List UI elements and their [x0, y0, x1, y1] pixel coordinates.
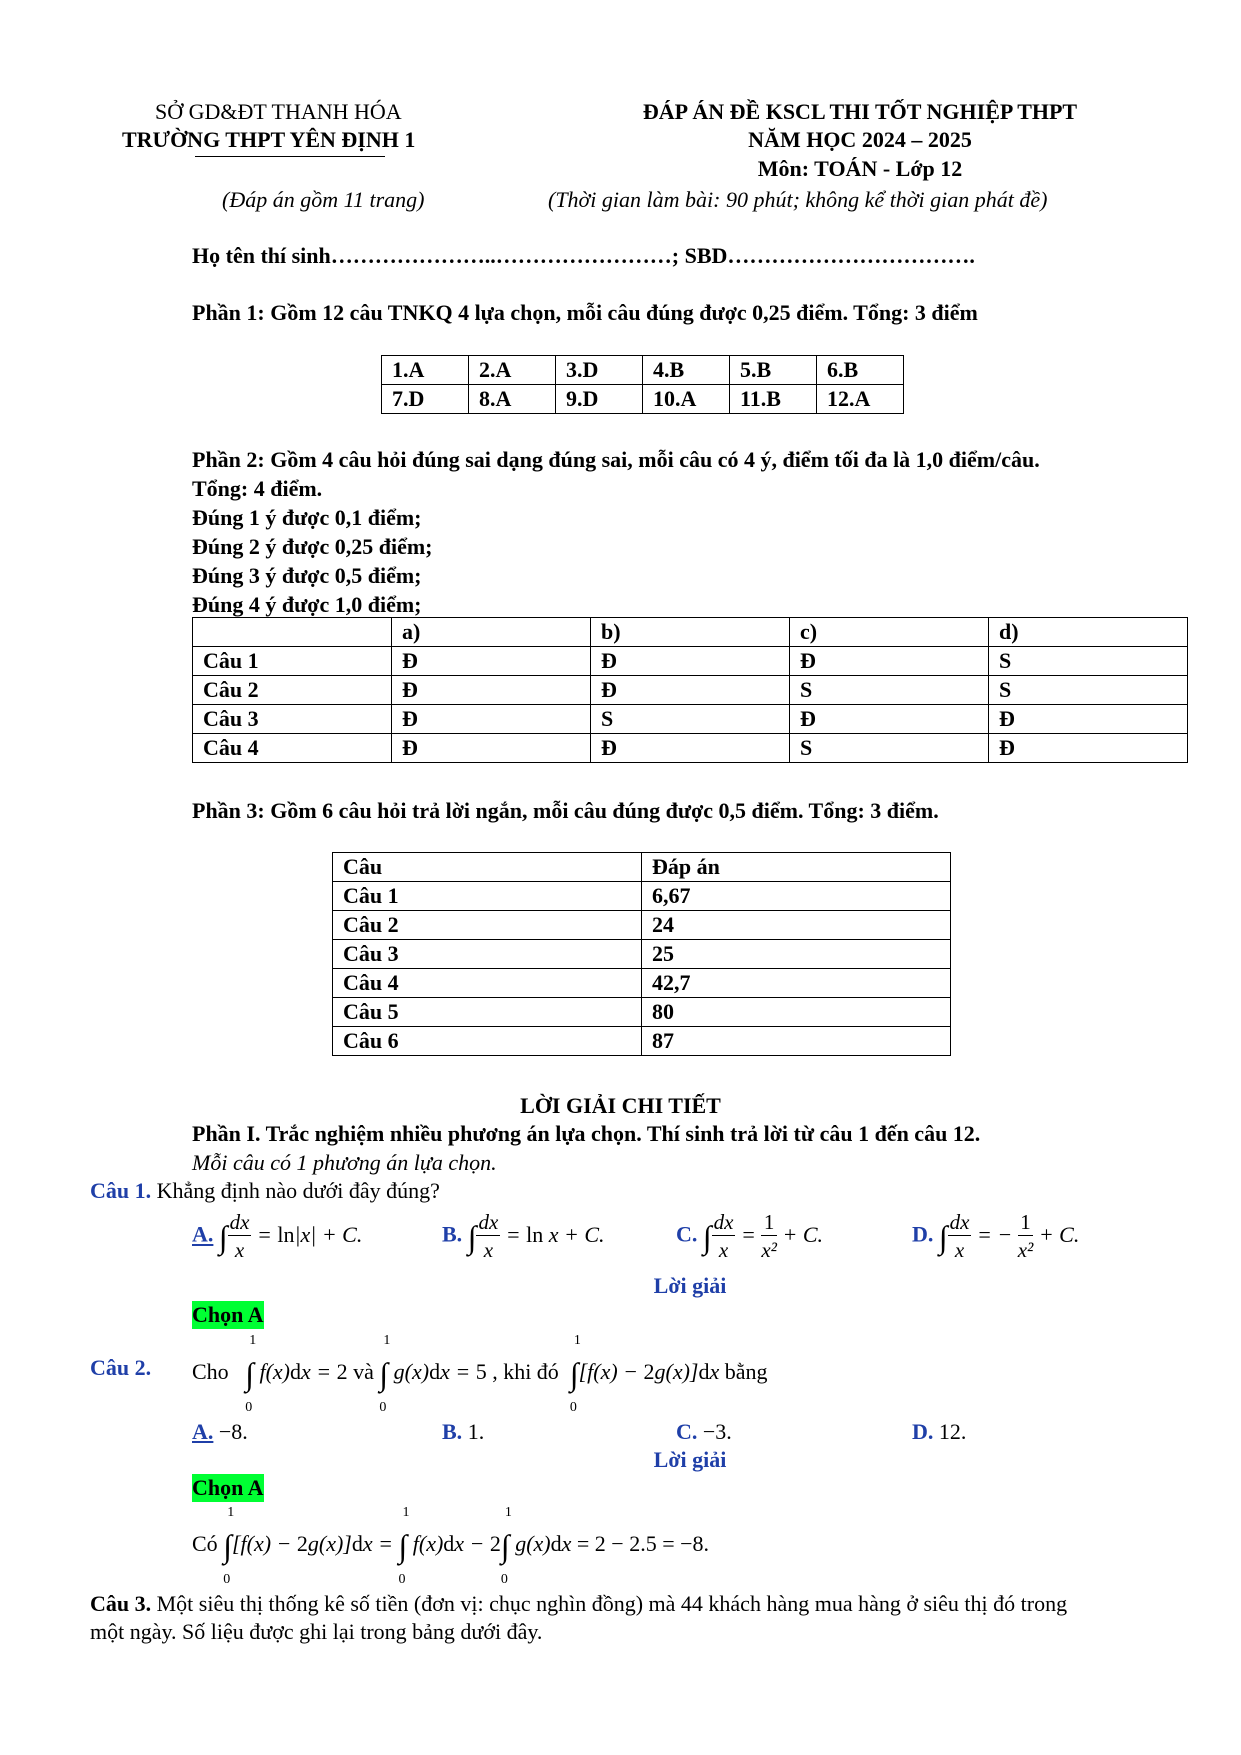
q2-bang: bằng: [724, 1359, 768, 1385]
part1-row: [382, 356, 904, 385]
q2-option-c[interactable]: [676, 1418, 732, 1446]
part3-cell: Câu 2: [333, 911, 642, 940]
q2-option-d-value: 12.: [938, 1419, 967, 1444]
part3-cell: Câu 6: [333, 1027, 642, 1056]
subject-line: Môn: TOÁN - Lớp 12: [757, 156, 963, 181]
part1-cell: 5.B: [730, 356, 817, 385]
part3-cell: Đáp án: [642, 853, 951, 882]
part2-rule-1: Đúng 1 ý được 0,1 điểm;: [192, 505, 422, 530]
q1-option-c-label: C.: [676, 1221, 698, 1247]
q2-va: và: [353, 1359, 374, 1385]
part1-cell: 4.B: [643, 356, 730, 385]
part2-cell: S: [989, 676, 1188, 705]
part3-row: [333, 969, 951, 998]
part3-row: [333, 911, 951, 940]
q1-option-d-label: D.: [912, 1221, 934, 1247]
solutions-part-heading: Phần I. Trắc nghiệm nhiều phương án lựa chọn. Thí sinh trả lời từ câu 1 đến câu 12.: [192, 1121, 981, 1146]
part2-cell: S: [790, 734, 989, 763]
question-1-text: Khẳng định nào dưới đây đúng?: [156, 1178, 440, 1203]
part3-cell: 24: [642, 911, 951, 940]
part1-answer-table: [381, 355, 904, 414]
q2-option-b-value: 1.: [467, 1419, 485, 1444]
part1-cell: 6.B: [817, 356, 904, 385]
part2-cell: Đ: [790, 647, 989, 676]
part1-cell: 2.A: [469, 356, 556, 385]
q2-option-a-label: A.: [192, 1419, 214, 1444]
department-name: SỞ GD&ĐT THANH HÓA: [155, 99, 402, 124]
part2-row: [193, 618, 1188, 647]
question-2-label: Câu 2.: [90, 1355, 152, 1380]
part2-rule-4: Đúng 4 ý được 1,0 điểm;: [192, 592, 422, 617]
question-1: [90, 1177, 440, 1205]
q1-option-c[interactable]: C. ∫ $\frac{dx}{x}$ = $\frac{1}{\text{x²}}$ + C.: [676, 1210, 823, 1262]
question-3-text: Một siêu thị thống kê số tiền (đơn vị: chục nghìn đồng) mà 44 khách hàng mua hàng ở siêu thị đó trong: [156, 1591, 1068, 1616]
part2-answer-table: [192, 617, 1188, 763]
question-3-text-2: một ngày. Số liệu được ghi lại trong bảng dưới đây.: [90, 1619, 543, 1644]
part1-cell: 12.A: [817, 385, 904, 414]
q1-option-d[interactable]: D. ∫ $\frac{dx}{x}$ = − $\frac{1}{\text{x²}}$ + C.: [912, 1210, 1080, 1262]
part1-cell: 1.A: [382, 356, 469, 385]
part2-cell: d): [989, 618, 1188, 647]
part2-cell: a): [392, 618, 591, 647]
part3-cell: Câu 4: [333, 969, 642, 998]
q1-option-b-label: B.: [442, 1221, 463, 1247]
part2-cell: Đ: [989, 734, 1188, 763]
part2-cell: c): [790, 618, 989, 647]
part1-cell: 8.A: [469, 385, 556, 414]
part1-heading: Phần 1: Gồm 12 câu TNKQ 4 lựa chọn, mỗi câu đúng được 0,25 điểm. Tổng: 3 điểm: [192, 300, 978, 325]
part2-cell: Câu 4: [193, 734, 392, 763]
q1-option-a-label: A.: [192, 1221, 214, 1247]
part3-cell: 6,67: [642, 882, 951, 911]
part2-row: [193, 647, 1188, 676]
q1-option-a[interactable]: A. ∫ $\frac{dx}{x}$ = ln|x| + C.: [192, 1210, 363, 1262]
question-3-label: Câu 3.: [90, 1591, 152, 1616]
part2-cell: Đ: [790, 705, 989, 734]
q2-working: Có ∫ 1 0 [f(x) − 2g(x)]dx = ∫ 1 0 f(x)dx − 2∫ 1 0 g(x)dx = 2 − 2.5 = −8.: [192, 1505, 710, 1587]
part3-cell: 80: [642, 998, 951, 1027]
part2-cell: S: [989, 647, 1188, 676]
q1-solution-label: Lời giải: [653, 1273, 727, 1298]
q2-option-d[interactable]: [912, 1418, 966, 1446]
part2-rule-2: Đúng 2 ý được 0,25 điểm;: [192, 534, 433, 559]
part2-cell: Đ: [591, 676, 790, 705]
part2-cell: Câu 3: [193, 705, 392, 734]
part3-answer-table: [332, 852, 951, 1056]
part1-cell: 10.A: [643, 385, 730, 414]
q2-option-b-label: B.: [442, 1419, 463, 1444]
part2-rule-3: Đúng 3 ý được 0,5 điểm;: [192, 563, 422, 588]
part2-row: [193, 705, 1188, 734]
question-3: [90, 1590, 1067, 1618]
q2-khi-do: , khi đó: [492, 1359, 559, 1385]
q2-option-a[interactable]: [192, 1418, 248, 1446]
part3-row: [333, 882, 951, 911]
question-1-label: Câu 1.: [90, 1178, 152, 1203]
time-note: (Thời gian làm bài: 90 phút; không kể thời gian phát đề): [548, 187, 1048, 212]
part1-row: [382, 385, 904, 414]
part3-cell: Câu 3: [333, 940, 642, 969]
part3-cell: Câu 1: [333, 882, 642, 911]
school-underline: [195, 156, 385, 157]
part2-row: [193, 676, 1188, 705]
pages-note: (Đáp án gồm 11 trang): [222, 187, 425, 212]
part3-cell: 87: [642, 1027, 951, 1056]
part2-cell: b): [591, 618, 790, 647]
part2-cell: Đ: [392, 676, 591, 705]
school-year: NĂM HỌC 2024 – 2025: [748, 127, 972, 152]
question-2-text: Cho ∫ 1 0 f(x)dx = 2 và ∫ 1 0 g(x)dx = 5 , khi đó ∫ 1 0 [f(x) − 2g(x)]dx bằng: [192, 1333, 768, 1415]
part3-row: [333, 998, 951, 1027]
part3-row: [333, 1027, 951, 1056]
q2-option-c-value: −3.: [702, 1419, 732, 1444]
solutions-part-note: Mỗi câu có 1 phương án lựa chọn.: [192, 1150, 497, 1175]
part2-cell: Câu 1: [193, 647, 392, 676]
part1-cell: 7.D: [382, 385, 469, 414]
part2-cell: S: [591, 705, 790, 734]
part2-cell: Đ: [392, 734, 591, 763]
part3-cell: Câu: [333, 853, 642, 882]
solutions-title: LỜI GIẢI CHI TIẾT: [520, 1093, 721, 1118]
q2-chosen-answer: Chọn A: [192, 1475, 264, 1500]
part1-cell: 11.B: [730, 385, 817, 414]
part2-heading: Phần 2: Gồm 4 câu hỏi đúng sai dạng đúng sai, mỗi câu có 4 ý, điểm tối đa là 1,0 điểm/câu.: [192, 447, 1040, 472]
candidate-line: Họ tên thí sinh…………………..……………………; SBD…………………………….: [192, 243, 975, 268]
part2-total: Tổng: 4 điểm.: [192, 476, 323, 501]
part2-cell: Đ: [392, 705, 591, 734]
part2-cell: Đ: [392, 647, 591, 676]
part3-row: [333, 853, 951, 882]
part3-row: [333, 940, 951, 969]
document-title: ĐÁP ÁN ĐỀ KSCL THI TỐT NGHIỆP THPT: [642, 99, 1078, 124]
part1-cell: 3.D: [556, 356, 643, 385]
q1-chosen-answer: Chọn A: [192, 1302, 264, 1327]
q2-option-b[interactable]: [442, 1418, 484, 1446]
part2-row: [193, 734, 1188, 763]
part2-cell: Đ: [591, 647, 790, 676]
part3-cell: Câu 5: [333, 998, 642, 1027]
q2-solution-label: Lời giải: [653, 1447, 727, 1472]
part2-cell: Đ: [989, 705, 1188, 734]
part2-cell: Câu 2: [193, 676, 392, 705]
part2-cell: [193, 618, 392, 647]
part3-cell: 42,7: [642, 969, 951, 998]
q2-option-d-label: D.: [912, 1419, 934, 1444]
q2-option-c-label: C.: [676, 1419, 698, 1444]
q2-co: Có: [192, 1531, 218, 1557]
part2-cell: S: [790, 676, 989, 705]
q2-option-a-value: −8.: [218, 1419, 248, 1444]
part1-cell: 9.D: [556, 385, 643, 414]
part3-heading: Phần 3: Gồm 6 câu hỏi trả lời ngắn, mỗi câu đúng được 0,5 điểm. Tổng: 3 điểm.: [192, 798, 939, 823]
part3-cell: 25: [642, 940, 951, 969]
school-name: TRƯỜNG THPT YÊN ĐỊNH 1: [122, 127, 416, 152]
q2-cho: Cho: [192, 1359, 229, 1385]
q1-option-b[interactable]: B. ∫ $\frac{dx}{x}$ = ln x + C.: [442, 1210, 605, 1262]
part2-cell: Đ: [591, 734, 790, 763]
